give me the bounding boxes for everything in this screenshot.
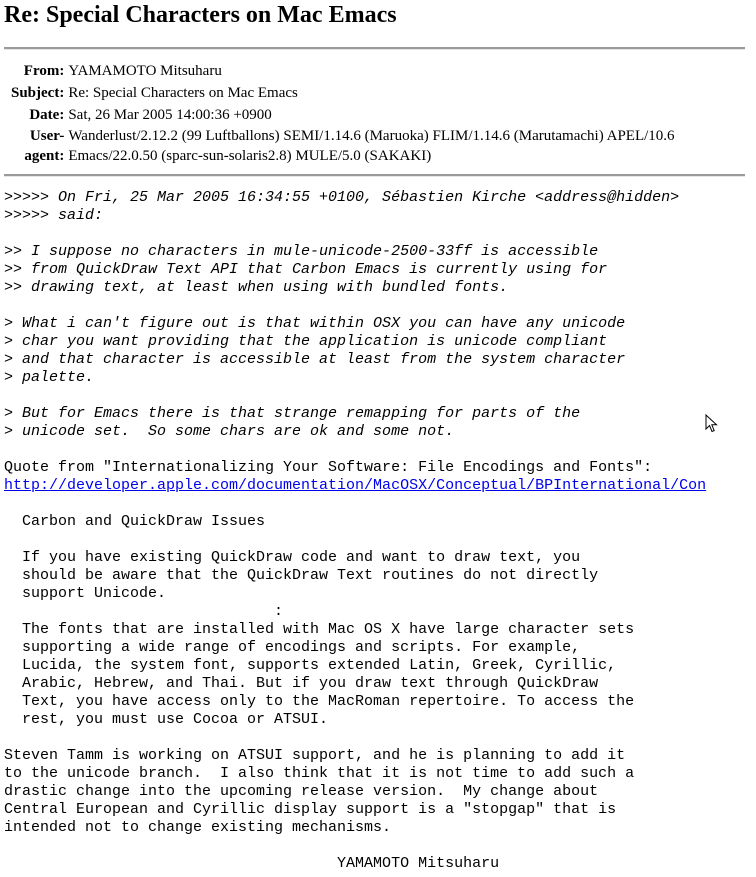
quoted-text-level2: >> I suppose no characters in mule-unicode-2500-33ff is accessible >> from QuickDraw Text API that Carbon Emacs is currently using for >> drawing text, at least when using with bundled fonts. <box>4 243 608 296</box>
from-label: From <box>23 63 60 79</box>
date-label: Date <box>29 107 60 123</box>
header-row-subject: Subject: Re: Special Characters on Mac Emacs <box>9 82 677 104</box>
quote-attribution: >>>>> On Fri, 25 Mar 2005 16:34:55 +0100, Sébastien Kirche <address@hidden> >>>>> said: <box>4 189 680 224</box>
header-row-user-agent-2: agent: Emacs/22.0.50 (sparc-sun-solaris2.8) MULE/5.0 (SAKAKI) <box>9 146 677 166</box>
quoted-text-level1-b: > But for Emacs there is that strange remapping for parts of the > unicode set. So some chars are ok and some not. <box>4 405 581 440</box>
user-agent-label-1: User- <box>29 128 65 144</box>
user-agent-value-1: Wanderlust/2.12.2 (99 Luftballons) SEMI/1.14.6 (Maruoka) FLIM/1.14.6 (Marutamachi) APEL/10.6 <box>68 128 675 144</box>
header-row-date: Date: Sat, 26 Mar 2005 14:00:36 +0900 <box>9 104 677 126</box>
mouse-pointer-icon <box>705 414 719 434</box>
subject-label: Subject <box>11 85 60 101</box>
header-divider-top <box>4 47 745 50</box>
reference-link[interactable]: http://developer.apple.com/documentation/MacOSX/Conceptual/BPInternational/Con <box>4 477 707 494</box>
from-value: YAMAMOTO Mitsuharu <box>68 63 222 79</box>
header-row-from: From: YAMAMOTO Mitsuharu <box>9 60 677 82</box>
user-agent-label-2: agent <box>24 148 60 164</box>
quoted-text-level1-a: > What i can't figure out is that within OSX you can have any unicode > char you want providing that the application is unicode compliant > and that character is accessible at least from the system character > palette. <box>4 315 626 386</box>
header-row-user-agent-1 <box>9 126 677 146</box>
user-agent-value-2: Emacs/22.0.50 (sparc-sun-solaris2.8) MULE/5.0 (SAKAKI) <box>68 148 432 164</box>
message-headers <box>9 60 677 166</box>
reply-text: Steven Tamm is working on ATSUI support, and he is planning to add it to the unicode branch. I also think that it is not time to add such a drastic change into the upcoming release version. My change about Central European and Cyrillic display support is a "stopgap" that is intended not to change existing mechanisms. <box>4 747 635 836</box>
header-divider-bottom <box>4 174 745 177</box>
subject-value: Re: Special Characters on Mac Emacs <box>68 85 298 101</box>
page-title: Re: Special Characters on Mac Emacs <box>4 2 397 28</box>
date-value: Sat, 26 Mar 2005 14:00:36 +0900 <box>68 107 272 123</box>
excerpt-block: Carbon and QuickDraw Issues If you have existing QuickDraw code and want to draw text, you should be aware that the QuickDraw Text routines do not directly support Unicode. : The fonts that are installed with Mac OS X have large character sets supporting a wide range of encodings and scripts. For example, Lucida, the system font, supports extended Latin, Greek, Cyrillic, Arabic, Hebrew, and Thai. But if you draw text through QuickDraw Text, you have access only to the MacRoman repertoire. To access the rest, you must use Cocoa or ATSUI. <box>22 513 635 728</box>
quote-intro: Quote from "Internationalizing Your Software: File Encodings and Fonts": <box>4 459 653 476</box>
signature: YAMAMOTO Mitsuharu <box>4 855 500 872</box>
